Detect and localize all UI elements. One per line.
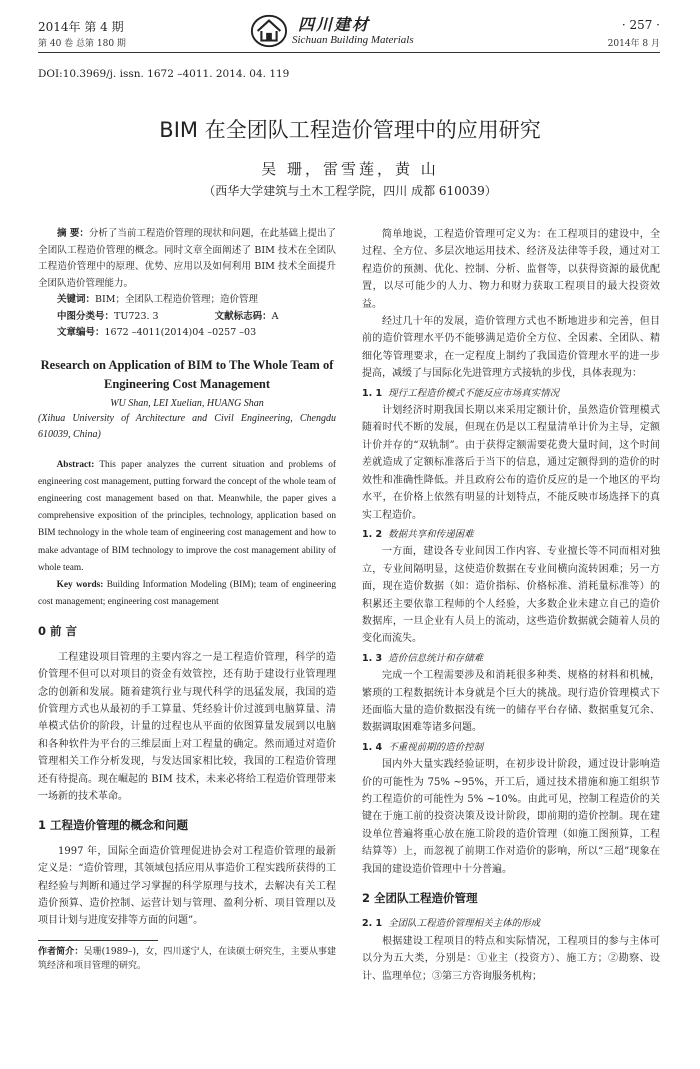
english-abstract-text: This paper analyzes the current situation and problems of engineering cost management, putting forward the concept of the whole team of engineering cost management based on that. Meanwhile, the paper gives a comprehensive exposition of the principles, technology, application based on BIM technology in the whole team of engineering cost management and how to make advantage of BIM technology to improve the cost management ability of whole team.: [38, 459, 336, 573]
doc-code: A: [271, 310, 279, 322]
english-keywords-label: Key words:: [56, 579, 104, 590]
subsection-1-2-paragraph: 一方面，建设各专业间因工作内容、专业擅长等不同而相对独立，专业间隔明显，这使造价数据在专业间横向流转困难；另一方面，现在造价数据（如：造价指标、价格标准、消耗量标准等）的积累还主要依靠工程师的个人经验，大多数企业未建立自己的造价数据库，一旦企业有人员上的流动，这些造价数据就会随着人员的变化而流失。: [362, 546, 660, 645]
clc-label: 中图分类号：: [57, 310, 115, 322]
subsection-2-1-paragraph: 根据建设工程项目的特点和实际情况，工程项目的参与主体可以分为五大类，分别是：①业主（投资方）、施工方；②勘察、设计、监理单位；③第三方咨询服务机构；: [362, 935, 660, 982]
journal-logo-icon: [250, 12, 288, 50]
section-0-paragraph: 工程建设项目管理的主要内容之一是工程造价管理，科学的造价管理不但可以对项目的资金有效管控，还有助于建设行业管理理念的创新和发展。随着建筑行业与现代科学的迅猛发展，我国的造价管理方式也从最初的手工算量、凭经验计价过渡到电脑算量、清单模式估价的阶段，计量的过程也从平面的依图算量发展到以电脑和各种软件为平台的三维层面上对工程量的确定。然而通过对造价管理相关工作分析发现，与发达国家相比较，我国的工程造价管理还有待提高。现在崛起的 BIM 技术，未来必将给工程造价管理带来一场新的技术革命。: [38, 651, 336, 802]
keywords-label: 关键词：: [57, 294, 96, 305]
subsection-1-4-title: 不重视前期的造价控制: [388, 741, 484, 753]
abstract-text: 分析了当前工程造价管理的现状和问题，在此基础上提出了全团队工程造价管理的概念。同时文章全面阐述了 BIM 技术在全团队工程造价管理中的原理、优势、应用以及如何利用 BIM 技术全面提升全团队造价管理能力。: [38, 228, 336, 289]
abstract-label: 摘 要：: [57, 228, 89, 239]
english-abstract-label: Abstract:: [56, 459, 95, 470]
section-2-heading: 2 全团队工程造价管理: [362, 891, 478, 906]
subsection-1-1-title: 现行工程造价模式不能反应市场真实情况: [388, 387, 560, 399]
footnote-text: 吴珊(1989–)，女，四川遂宁人，在读硕士研究生，主要从事建筑经济和项目管理的研究。: [38, 946, 336, 971]
development-paragraph: 经过几十年的发展，造价管理方式也不断地进步和完善，但目前的造价管理水平仍不能够满足造价全方位、全因素、全团队、精细化等管理要求，在一定程度上制约了我国造价管理水平的进一步提高，减缓了与国际化先进管理方式接轨的步伐，具体表现为：: [362, 316, 660, 380]
subsection-1-1-heading: [362, 385, 660, 402]
doi: DOI:10.3969/j. issn. 1672 –4011. 2014. 04. 119: [38, 68, 290, 80]
section-1-heading: 1 工程造价管理的概念和问题: [38, 818, 189, 833]
affiliation: （西华大学建筑与土木工程学院，四川 成都 610039）: [203, 184, 497, 198]
subsection-2-1-title: 全团队工程造价管理相关主体的形成: [388, 918, 541, 930]
subsection-1-1-paragraph: 计划经济时期我国长期以来采用定额计价，虽然造价管理模式随着时代不断的发展，但现在仍是以工程量清单计价为主导，定额计价并存的“双轨制”。由于获得定额需要花费大量时间，这个时间差就造成了定额标准落后于当下的信息，通过定额得到的造价的时效性和准确性降低。并且政府公布的造价反应的是一个地区的平均水平，在价格上依然有明显的计划特点，不能反映市场选择下的真实工程造价。: [362, 405, 660, 521]
subsection-1-3-paragraph: 完成一个工程需要涉及和消耗很多种类、规格的材料和机械，繁琐的工程数据统计本身就是个巨大的挑战。现行造价管理模式下还面临大量的造价数据没有统一的储存平台存储、数据重复冗余、数据调取困难等诸多问题。: [362, 670, 660, 734]
keywords: BIM；全团队工程造价管理；造价管理: [95, 294, 258, 305]
article-id-label: 文章编号：: [57, 327, 105, 338]
english-abstract: [38, 457, 336, 577]
authors: 吴 珊，雷雪莲，黄 山: [261, 160, 439, 178]
subsection-1-3-heading: [362, 650, 660, 667]
issue-label: 2014年 第 4 期: [38, 20, 124, 34]
paper-title: BIM 在全团队工程造价管理中的应用研究: [159, 118, 541, 142]
subsection-1-2-heading: [362, 526, 660, 543]
footnote-rule: [38, 940, 158, 941]
clc: TU723. 3: [114, 310, 159, 322]
abstract-cn: [38, 226, 336, 342]
subsection-2-1-number: 2. 1: [362, 918, 383, 930]
subsection-1-4-number: 1. 4: [362, 741, 383, 753]
issue-date: 2014年 8 月: [607, 39, 660, 49]
subsection-1-1-number: 1. 1: [362, 387, 383, 399]
english-affiliation: (Xihua University of Architecture and Civil Engineering, Chengdu 610039, China): [38, 412, 336, 440]
english-title: Research on Application of BIM to The Whole Team of Engineering Cost Management: [40, 357, 334, 391]
footnote-label: 作者简介：: [38, 946, 84, 957]
page-number: · 257 ·: [621, 18, 660, 32]
subsection-1-3-number: 1. 3: [362, 652, 383, 664]
header-rule: [38, 52, 660, 53]
definition-paragraph: 简单地说，工程造价管理可定义为：在工程项目的建设中，全过程、全方位、多层次地运用技术、经济及法律等手段，通过对工程造价的预测、优化、控制、分析、监督等，以获得资源的最优配置，以尽可能少的人力、物力和财力获取工程项目的最大投资效益。: [362, 229, 660, 310]
section-0-heading: 0 前 言: [38, 624, 78, 639]
subsection-1-2-title: 数据共享和传递困难: [388, 528, 474, 540]
section-1-paragraph: 1997 年，国际全面造价管理促进协会对工程造价管理的最新定义是：“造价管理，其领域包括应用从事造价工程实践所获得的工程经验与判断和通过学习掌握的科学原理与技术，去解决有关工程造价预算、造价控制、运营计划与管理、盈利分析、项目管理以及项目计划与进度安排等方面的问题”。: [38, 845, 336, 927]
volume-label: 第 40 卷 总第 180 期: [38, 39, 126, 49]
english-keywords: [38, 577, 336, 611]
author-footnote: [38, 945, 336, 973]
subsection-1-3-title: 造价信息统计和存储难: [388, 652, 484, 664]
subsection-2-1-heading: [362, 915, 660, 932]
subsection-1-2-number: 1. 2: [362, 528, 383, 540]
english-authors: WU Shan, LEI Xuelian, HUANG Shan: [110, 397, 264, 409]
journal-name-en: Sichuan Building Materials: [292, 34, 414, 46]
english-keywords-text: Building Information Modeling (BIM); team of engineering cost management; engineering cost management: [38, 579, 336, 608]
subsection-1-4-heading: [362, 739, 660, 756]
right-column: [362, 226, 660, 985]
left-column: [38, 226, 336, 973]
article-id: 1672 –4011(2014)04 –0257 –03: [104, 327, 257, 338]
subsection-1-4-paragraph: 国内外大量实践经验证明，在初步设计阶段，通过设计影响造价的可能性为 75% ~95%，开工后，通过技术措施和施工组织节约工程造价的可能性为 5% ~10%。由此可见，控制工程造价的关键在于施工前的投资决策及设计阶段，即前期的造价控制。现在建设单位普遍将重心放在施工阶段的造价管理（如施工图预算，工程结算等）上，而忽视了前期工作对造价的影响，所以“三超”现象在我国的建设造价管理中十分普遍。: [362, 759, 660, 875]
doc-code-label: 文献标志码：: [214, 310, 272, 322]
journal-name-cn: 四川建材: [298, 15, 371, 34]
